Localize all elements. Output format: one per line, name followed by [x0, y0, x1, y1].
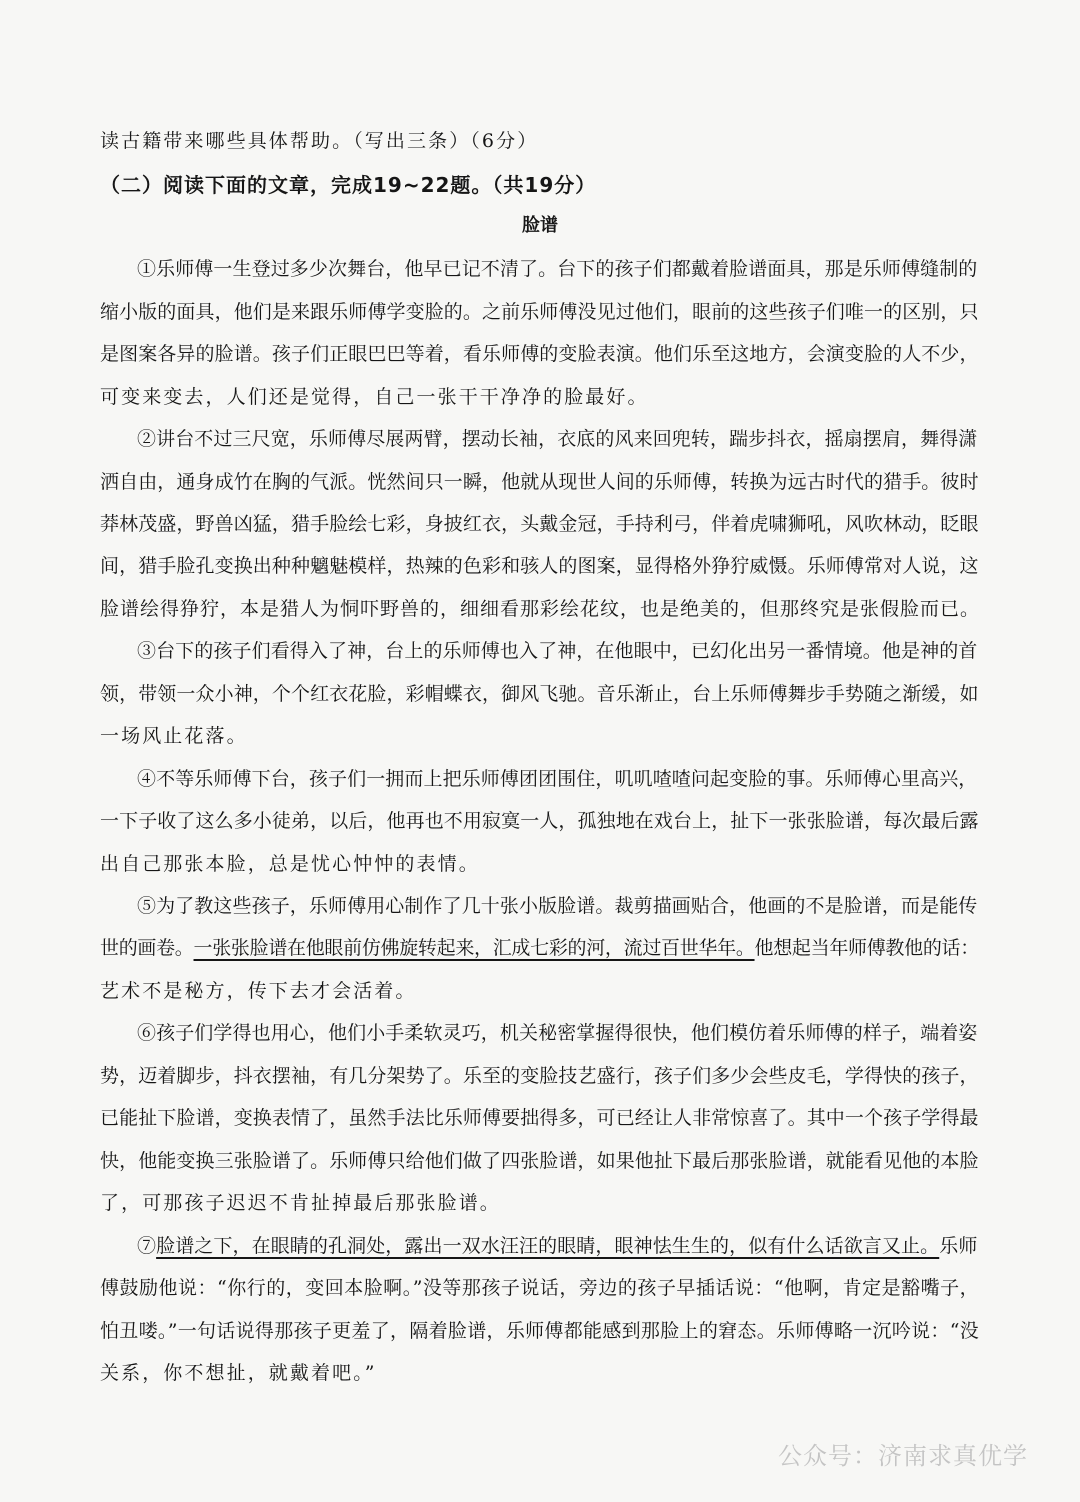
paragraph-2-line-1: ②讲台不过三尺宽，乐师傅尽展两臂，摆动长袖，衣底的风来回兜转，踹步抖衣，摇扇摆肩，舞得潇 [137, 428, 978, 450]
paragraph-5-line-1: ⑤为了教这些孩子，乐师傅用心制作了几十张小版脸谱。裁剪描画贴合，他画的不是脸谱，而是能传 [137, 895, 978, 917]
paragraph-2-line-3: 莽林茂盛，野兽凶猛，猎手脸绘七彩，身披红衣，头戴金冠，手持利弓，伴着虎啸狮吼，风吹林动，眨眼 [100, 513, 979, 535]
intro-question-line: 读古籍带来哪些具体帮助。（写出三条）（6分） [100, 130, 539, 152]
paragraph-4-line-2: 一下子收了这么多小徒弟，以后，他再也不用寂寞一人，孤独地在戏台上，扯下一张张脸谱，每次最后露 [100, 810, 979, 832]
paragraph-1-line-1: ①乐师傅一生登过多少次舞台，他早已记不清了。台下的孩子们都戴着脸谱面具，那是乐师傅缝制的 [137, 258, 978, 280]
paragraph-6-line-5: 了，可那孩子迟迟不肯扯掉最后那张脸谱。 [100, 1192, 501, 1214]
paragraph-1-line-3: 是图案各异的脸谱。孩子们正眼巴巴等着，看乐师傅的变脸表演。他们乐至这地方，会演变脸的人不少， [100, 343, 979, 365]
paragraph-4-line-3: 出自己那张本脸，总是忧心忡忡的表情。 [100, 853, 480, 875]
paragraph-2-line-2: 洒自由，通身成竹在胸的气派。恍然间只一瞬，他就从现世人间的乐师傅，转换为远古时代的猎手。彼时 [100, 471, 979, 493]
paragraph-6-line-2: 势，迈着脚步，抖衣摆袖，有几分架势了。乐至的变脸技艺盛行，孩子们多少会些皮毛，学得快的孩子， [100, 1065, 979, 1087]
paragraph-2-line-5: 脸谱绘得狰狞，本是猎人为恫吓野兽的，细细看那彩绘花纹，也是绝美的，但那终究是张假脸而已。 [100, 598, 981, 620]
paragraph-6-line-3: 已能扯下脸谱，变换表情了，虽然手法比乐师傅要拙得多，可已经让人非常惊喜了。其中一个孩子学得最 [100, 1107, 979, 1129]
paragraph-3-line-1: ③台下的孩子们看得入了神，台上的乐师傅也入了神，在他眼中，已幻化出另一番情境。他是神的首 [137, 640, 978, 662]
paragraph-3-line-2: 领，带领一众小神，个个红衣花脸，彩帽蝶衣，御风飞驰。音乐渐止，台上乐师傅舞步手势随之渐缓，如 [100, 683, 979, 705]
paragraph-7-line-2: 傅鼓励他说：“你行的，变回本脸啊。”没等那孩子说话，旁边的孩子早插话说：“他啊，肯定是豁嘴子， [100, 1277, 980, 1299]
section-heading: （二）阅读下面的文章，完成19~22题。（共19分） [100, 173, 597, 197]
paragraph-6-line-1: ⑥孩子们学得也用心，他们小手柔软灵巧，机关秘密掌握得很快，他们模仿着乐师傅的样子，端着姿 [137, 1022, 978, 1044]
underlined-sentence-paragraph-5: 一张张脸谱在他眼前仿佛旋转起来，汇成七彩的河，流过百世华年。 [193, 937, 755, 959]
paragraph-7-number: ⑦ [137, 1235, 157, 1257]
paragraph-2-line-4: 间，猎手脸孔变换出种种魑魅模样，热辣的色彩和骇人的图案，显得格外狰狞威慑。乐师傅常对人说，这 [100, 555, 979, 577]
paragraph-7-line-4: 关系，你不想扯，就戴着吧。” [100, 1362, 377, 1384]
paragraph-5-line-2-end: 他想起当年师傅教他的话： [754, 937, 979, 959]
paragraph-1-line-2: 缩小版的面具，他们是来跟乐师傅学变脸的。之前乐师傅没见过他们，眼前的这些孩子们唯一的区别，只 [100, 301, 979, 323]
paragraph-5-line-2 [100, 935, 980, 961]
underlined-sentence-paragraph-7: 脸谱之下，在眼睛的孔洞处，露出一双水汪汪的眼睛，眼神怯生生的，似有什么话欲言又止。 [156, 1235, 940, 1257]
paragraph-4-line-1: ④不等乐师傅下台，孩子们一拥而上把乐师傅团团围住，叽叽喳喳问起变脸的事。乐师傅心里高兴， [137, 768, 978, 790]
paragraph-7-line-1 [137, 1233, 980, 1259]
paragraph-5-line-2-start: 世的画卷。 [100, 937, 194, 959]
article-title: 脸谱 [522, 215, 558, 236]
paragraph-7-line-1-end: 乐师 [939, 1235, 978, 1257]
paragraph-6-line-4: 快，他能变换三张脸谱了。乐师傅只给他们做了四张脸谱，如果他扯下最后那张脸谱，就能看见他的本脸 [100, 1150, 979, 1172]
paragraph-1-line-4: 可变来变去，人们还是觉得，自己一张干干净净的脸最好。 [100, 386, 649, 408]
account-watermark: 公众号：济南求真优学 [778, 1442, 1028, 1470]
paragraph-3-line-3: 一场风止花落。 [100, 725, 248, 747]
paragraph-7-line-3: 怕丑喽。”一句话说得那孩子更羞了，隔着脸谱，乐师傅都能感到那脸上的窘态。乐师傅略一沉吟说：“没 [100, 1320, 980, 1342]
paragraph-5-line-3: 艺术不是秘方，传下去才会活着。 [100, 980, 417, 1002]
